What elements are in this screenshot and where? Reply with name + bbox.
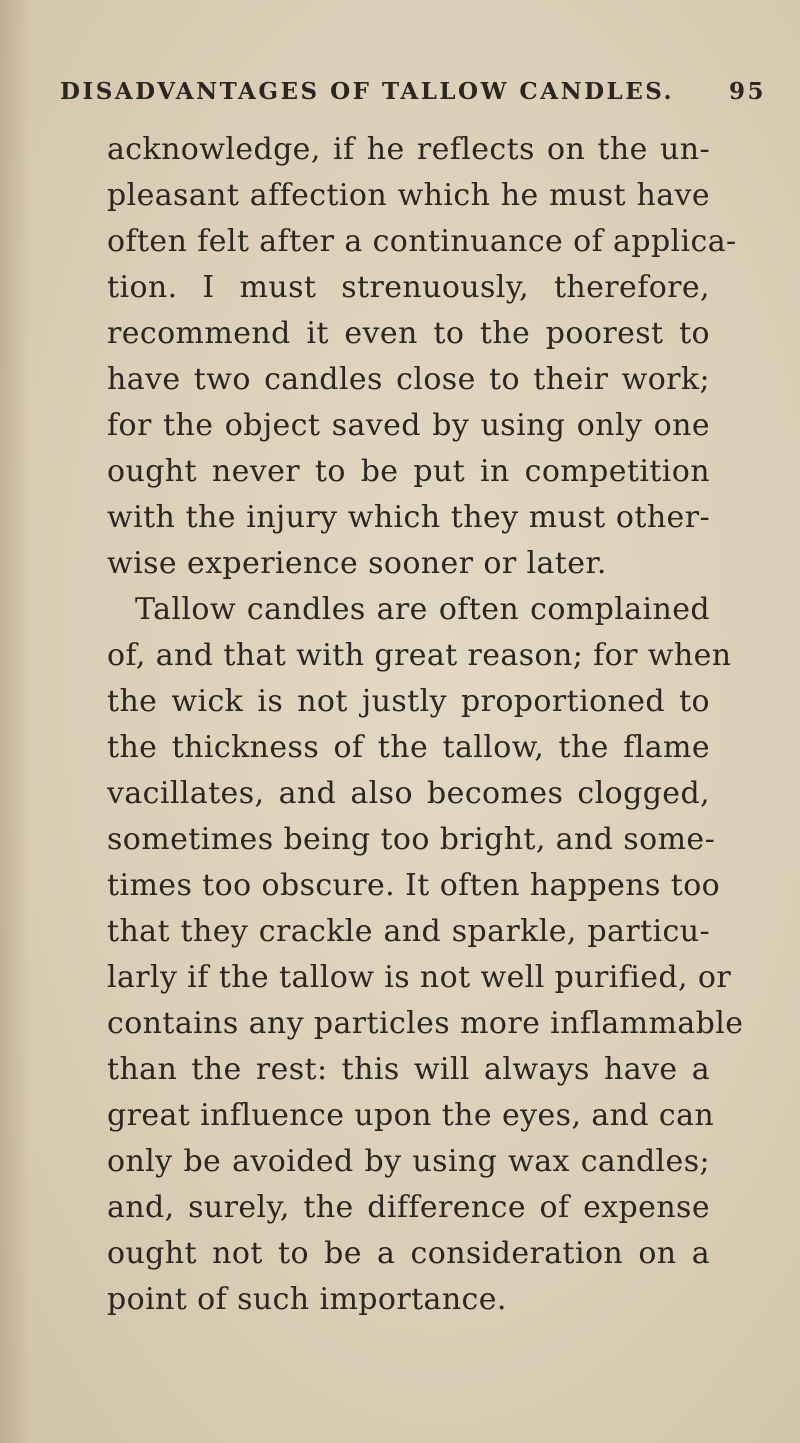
text-line: the wick is not justly proportioned to (107, 684, 710, 719)
gutter-shadow (0, 0, 30, 1443)
text-line: great influence upon the eyes, and can (107, 1098, 715, 1133)
text-line: and, surely, the difference of expense (107, 1190, 710, 1225)
text-line: pleasant affection which he must have (107, 178, 710, 213)
text-line: often felt after a continuance of applica- (107, 224, 737, 259)
text-line: with the injury which they must other- (107, 500, 710, 535)
text-line: have two candles close to their work; (107, 362, 710, 397)
paragraph-end-line: point of such importance. (107, 1282, 507, 1317)
text-line: ought not to be a consideration on a (107, 1236, 710, 1271)
text-line: for the object saved by using only one (107, 408, 710, 443)
running-head-title: DISADVANTAGES OF TALLOW CANDLES. (60, 78, 675, 105)
running-head (60, 78, 766, 114)
text-line: ought never to be put in competition (107, 454, 710, 489)
paragraph-end-line: wise experience sooner or later. (107, 546, 607, 581)
page-number: 95 (728, 78, 766, 105)
text-line: than the rest: this will always have a (107, 1052, 710, 1087)
text-line: contains any particles more inflammable (107, 1006, 744, 1041)
text-line: that they crackle and sparkle, particu- (107, 914, 710, 949)
text-line: recommend it even to the poorest to (107, 316, 710, 351)
text-line: larly if the tallow is not well purified, or (107, 960, 732, 995)
text-line: tion. I must strenuously, therefore, (107, 270, 710, 305)
text-line: sometimes being too bright, and some- (107, 822, 716, 857)
text-line: vacillates, and also becomes clogged, (107, 776, 710, 811)
text-line: the thickness of the tallow, the flame (107, 730, 710, 765)
text-line: times too obscure. It often happens too (107, 868, 721, 903)
paragraph-start-line: Tallow candles are often complained (135, 592, 710, 627)
text-line: of, and that with great reason; for when (107, 638, 732, 673)
text-line: acknowledge, if he reflects on the un- (107, 132, 710, 167)
text-line: only be avoided by using wax candles; (107, 1144, 710, 1179)
